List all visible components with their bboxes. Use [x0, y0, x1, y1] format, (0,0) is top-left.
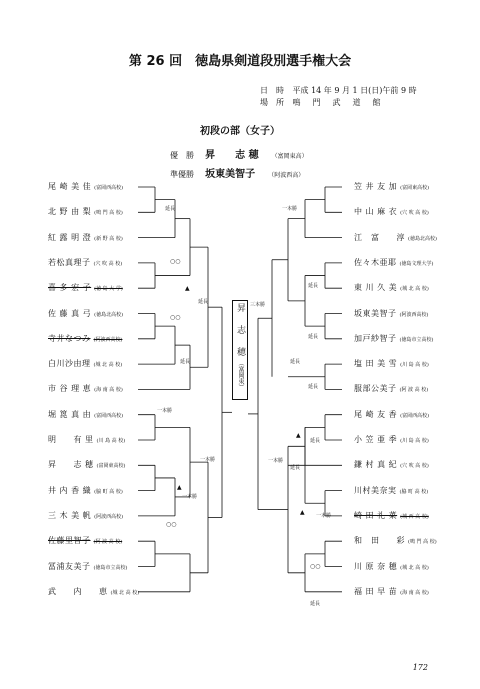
player-school: (阿 波 高 校)	[93, 539, 123, 546]
enchou-mark-right-2: 延長	[308, 334, 319, 340]
player-name: 尾 崎 友 香	[354, 409, 398, 419]
ippon-mark-2: 一本勝	[200, 457, 216, 463]
player-school: (海 南 高 校)	[94, 387, 123, 394]
player-name: 寺井なつみ	[48, 333, 91, 343]
player-name: 昇 志 穂	[48, 460, 94, 470]
player-name: 加戸紗智子	[354, 333, 397, 343]
page-title: 第 26 回 徳島県剣道段別選手権大会	[128, 54, 352, 69]
runner-up-label: 準優勝	[170, 170, 194, 179]
triangle-mark-1: ▲	[185, 285, 190, 292]
player-school: (城 西 高 校)	[400, 513, 429, 520]
player-name: 江 富 淳	[354, 232, 405, 242]
player-school: (徳島市立高校)	[93, 564, 128, 571]
player-name: 和 田 彩	[354, 536, 405, 546]
player-name: 井 内 香 織	[48, 485, 92, 495]
player-school: (城 北 高 校)	[400, 564, 429, 571]
champion-school: （富岡東）	[237, 360, 244, 390]
player-name: 冨浦友美子	[48, 561, 91, 571]
player-name: 中 山 麻 衣	[354, 207, 398, 217]
player-school: (鳴 門 高 校)	[94, 210, 123, 217]
player-school: (脇 町 高 校)	[399, 488, 429, 495]
ippon-mark-3: 一本勝	[182, 494, 198, 500]
enchou-mark-2: 延長	[198, 299, 209, 305]
player-school: (穴 吹 高 校)	[400, 210, 429, 217]
player-name: 佐 藤 真 弓	[48, 308, 92, 318]
section-title: 初段の部（女子）	[200, 126, 280, 137]
enchou-mark-3: 延長	[180, 359, 191, 365]
double-circle-mark-4: ○○	[310, 563, 321, 570]
enchou-mark-right-3: 延長	[290, 359, 301, 365]
player-school: (城 北 高 校)	[400, 286, 429, 293]
player-name: 福 田 早 苗	[354, 586, 398, 596]
page-number: 172	[412, 663, 428, 672]
player-name: 坂東美智子	[354, 308, 397, 318]
player-name: 市 谷 理 恵	[48, 384, 92, 394]
player-name: 白川沙由理	[48, 359, 91, 369]
triangle-mark-3: ▲	[296, 432, 301, 439]
player-name: 若松真理子	[48, 257, 91, 267]
enchou-mark-right-7: 延長	[310, 601, 321, 607]
place-value: 鳴 門 武 道 館	[292, 98, 383, 107]
player-name: 川村美奈実	[354, 485, 397, 495]
player-school: (徳島文理大学)	[399, 260, 434, 267]
player-school: (川 島 高 校)	[96, 438, 126, 444]
player-name: 塩 田 美 雪	[354, 359, 398, 369]
player-name: 笠 井 友 加	[354, 182, 398, 191]
player-name: 尾 崎 美 佳	[48, 182, 92, 191]
player-school: (徳島北高校)	[94, 311, 124, 318]
player-name: 明 有 里	[48, 435, 94, 444]
runner-up-name: 坂東美智子	[205, 169, 256, 180]
winner-name: 昇 志 穂	[205, 150, 259, 161]
player-name: 服部公美子	[354, 384, 397, 394]
sanpo-mark: 三本勝	[250, 302, 266, 308]
enchou-mark-right-4: 延長	[308, 384, 319, 390]
date-value: 平成 14 年 9 月 1 日(日)午前 9 時	[292, 86, 417, 95]
triangle-mark-2: ▲	[177, 484, 182, 491]
player-school: (阿波西高校)	[399, 311, 429, 318]
player-name: 崎 田 礼 菜	[354, 510, 398, 520]
player-school: (新 野 高 校)	[94, 235, 123, 242]
player-school: (徳 島 大 学)	[94, 286, 123, 293]
player-school: (富岡東高校)	[96, 463, 126, 470]
runner-up-school: （阿波西高）	[268, 172, 305, 179]
player-name: 紅 露 明 澄	[48, 232, 92, 242]
player-school: (徳島北高校)	[408, 235, 437, 242]
player-name: 堀 箆 真 由	[48, 409, 92, 419]
player-name: 北 野 由 梨	[48, 207, 92, 217]
double-circle-mark-3: ○○	[166, 521, 177, 528]
winner-label: 優 勝	[170, 151, 194, 160]
player-name: 川 原 奈 穂	[354, 561, 398, 571]
player-school: (海 南 高 校)	[400, 589, 429, 596]
player-name: 三 木 美 帆	[48, 510, 92, 520]
player-school: (阿波西高校)	[93, 336, 123, 343]
player-school: (穴 吹 高 校)	[93, 260, 123, 267]
player-school: (富岡西高校)	[94, 412, 124, 419]
ippon-mark-right-3: 一本勝	[316, 513, 332, 519]
player-school: (徳島市立高校)	[399, 336, 434, 343]
player-school: (阿 波 高 校)	[399, 387, 429, 394]
date-label: 日 時	[260, 86, 284, 95]
player-school: (鳴 門 高 校)	[408, 539, 437, 546]
player-school: (川 島 高 校)	[400, 438, 429, 444]
player-school: (阿波西高校)	[94, 513, 124, 520]
winner-school: （富岡東高）	[271, 153, 308, 160]
player-name: 東 川 久 美	[354, 283, 398, 293]
player-school: (富岡東高校)	[400, 185, 430, 191]
ippon-mark-right-1: 一本勝	[282, 206, 298, 212]
player-school: (富岡西高校)	[400, 412, 430, 419]
enchou-mark-right-5: 延長	[310, 438, 321, 444]
player-school: (脇 町 高 校)	[94, 488, 123, 495]
player-name: 喜 多 宏 子	[48, 283, 92, 293]
enchou-mark-1: 延長	[165, 206, 176, 212]
ippon-mark-right-2: 一本勝	[268, 458, 284, 464]
double-circle-mark-1: ○○	[170, 258, 181, 265]
player-name: 武 内 恵	[48, 586, 108, 596]
place-label: 場 所	[260, 98, 284, 107]
player-name: 小 笠 亜 季	[354, 435, 398, 444]
player-school: (城 北 高 校)	[110, 589, 140, 596]
player-school: (穴 吹 高 校)	[400, 463, 429, 470]
enchou-mark-right-6: 延長	[290, 465, 301, 471]
enchou-mark-right-1: 延長	[308, 283, 319, 289]
player-school: (城 北 高 校)	[93, 362, 123, 369]
player-name: 佐々木亜耶	[354, 257, 397, 267]
triangle-mark-4: ▲	[300, 509, 305, 516]
ippon-mark-1: 一本勝	[157, 408, 173, 414]
double-circle-mark-2: ○○	[170, 314, 181, 321]
player-school: (富岡西高校)	[94, 185, 124, 191]
champion-box	[232, 300, 248, 400]
player-school: (川 島 高 校)	[400, 362, 429, 369]
player-name: 鎌 村 真 紀	[354, 460, 398, 470]
player-name: 佐藤里智子	[48, 536, 91, 546]
champion-name: 昇 志 穂	[235, 303, 245, 358]
